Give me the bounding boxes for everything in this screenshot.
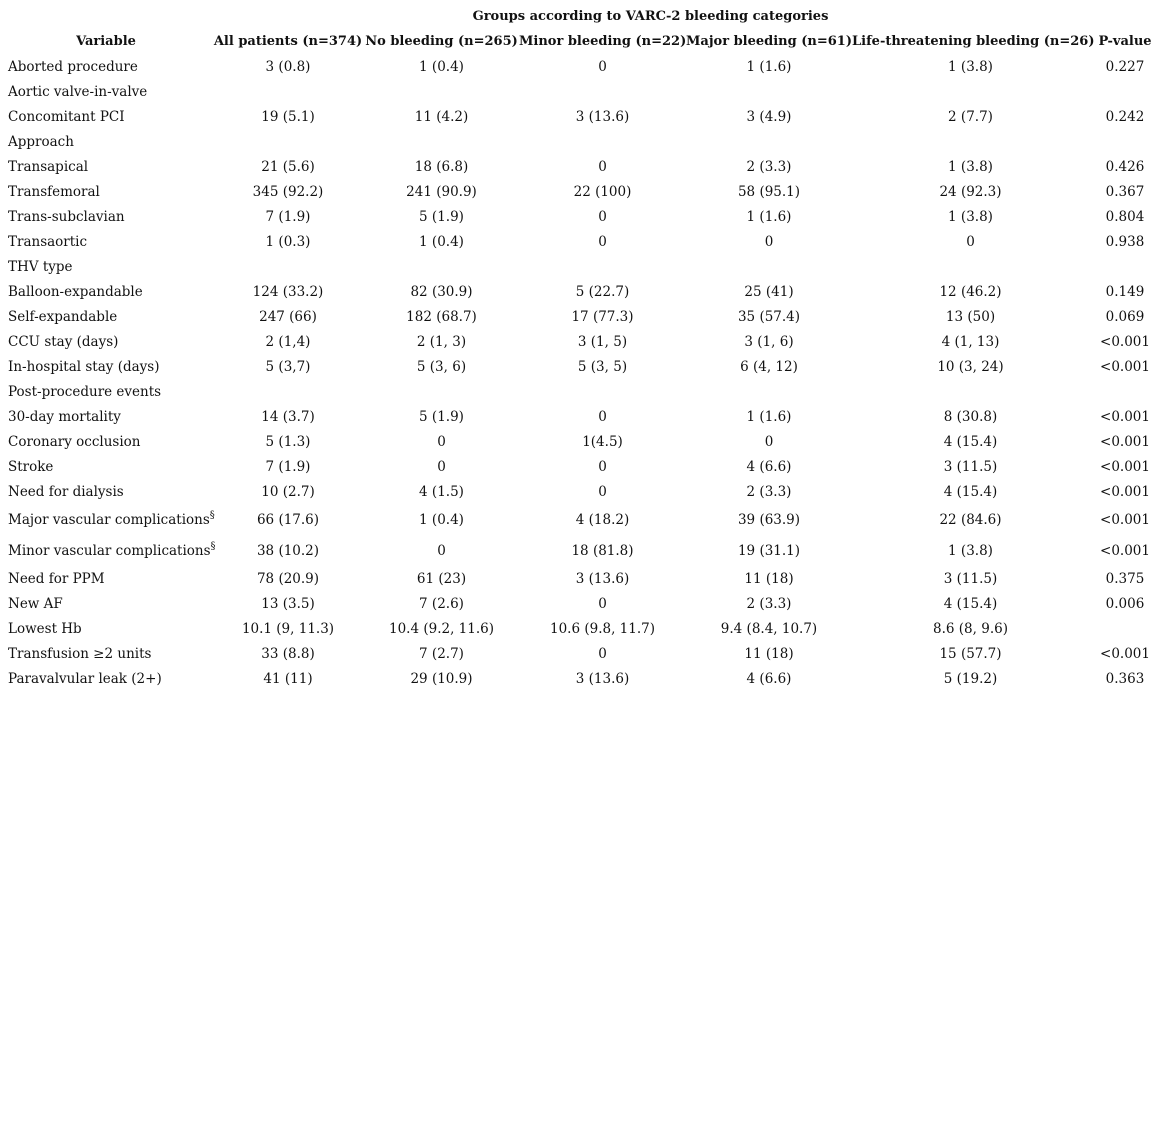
- data-cell: 5 (1.9): [419, 208, 464, 225]
- table-row: [0, 641, 1161, 666]
- table-row: [0, 254, 1161, 279]
- row-label: Need for PPM: [8, 570, 105, 587]
- data-cell: 22 (100): [573, 183, 632, 200]
- data-cell: 3 (11.5): [943, 570, 998, 587]
- data-cell: 0.242: [1105, 108, 1145, 125]
- data-cell: 0: [764, 233, 774, 250]
- data-cell: <0.001: [1100, 358, 1150, 375]
- data-cell: 5 (22.7): [575, 283, 630, 300]
- data-cell: 0: [598, 58, 607, 75]
- data-cell: 4 (15.4): [943, 483, 998, 500]
- row-label-cell: [0, 404, 212, 429]
- data-cell: 6 (4, 12): [740, 358, 798, 375]
- data-cell: [364, 79, 519, 104]
- group-header-row: [0, 4, 1161, 29]
- column-header-all-patients: All patients (n=374): [213, 34, 363, 49]
- data-cell: 1 (0.3): [265, 233, 311, 250]
- data-cell: 58 (95.1): [737, 183, 801, 200]
- row-label: Lowest Hb: [8, 620, 82, 637]
- table-row: [0, 454, 1161, 479]
- table-row: [0, 666, 1161, 691]
- column-header-p-value: P-value: [1098, 34, 1152, 49]
- data-cell: 124 (33.2): [252, 283, 324, 300]
- table-row: [0, 429, 1161, 454]
- data-cell: 10.4 (9.2, 11.6): [389, 620, 494, 637]
- data-cell: <0.001: [1100, 483, 1150, 500]
- data-cell: 3 (4.9): [746, 108, 792, 125]
- data-cell: 182 (68.7): [406, 308, 477, 325]
- data-cell: 5 (3,7): [265, 358, 311, 375]
- row-label: Concomitant PCI: [8, 108, 125, 125]
- row-label-cell: [0, 504, 215, 535]
- data-cell: 78 (20.9): [256, 570, 320, 587]
- data-cell: 247 (66): [259, 308, 317, 325]
- table-row: [0, 154, 1161, 179]
- row-label-cell: [0, 129, 212, 154]
- row-label: Coronary occlusion: [8, 433, 141, 450]
- group-header-spacer-right: [1089, 4, 1161, 29]
- data-cell: 24 (92.3): [939, 183, 1002, 200]
- data-cell: 18 (81.8): [571, 542, 634, 559]
- data-cell: 345 (92.2): [252, 183, 324, 200]
- data-cell: 1 (3.8): [948, 158, 993, 175]
- data-cell: 19 (31.1): [737, 542, 801, 559]
- data-cell: 66 (17.6): [256, 511, 320, 528]
- row-label: Paravalvular leak (2+): [8, 670, 162, 687]
- data-cell: 1 (1.6): [746, 208, 792, 225]
- data-cell: 0: [598, 458, 607, 475]
- row-label: Transaortic: [8, 233, 88, 250]
- table-row: [0, 504, 1161, 535]
- footnote-marker: §: [209, 509, 215, 521]
- row-label-cell: [0, 79, 212, 104]
- data-cell: 0: [437, 433, 446, 450]
- row-label-cell: [0, 535, 216, 566]
- data-cell: 0: [598, 408, 607, 425]
- data-cell: <0.001: [1100, 408, 1150, 425]
- data-cell: 7 (1.9): [265, 458, 311, 475]
- data-cell: 3 (13.6): [575, 570, 630, 587]
- data-cell: 5 (1.3): [265, 433, 311, 450]
- data-cell: [686, 254, 852, 279]
- data-cell: 0: [598, 483, 607, 500]
- data-cell: 4 (15.4): [943, 433, 998, 450]
- column-header-variable: Variable: [76, 34, 136, 49]
- data-cell: 19 (5.1): [261, 108, 315, 125]
- data-cell: 4 (6.6): [746, 458, 792, 475]
- data-cell: 0.363: [1105, 670, 1145, 687]
- table-row: [0, 591, 1161, 616]
- data-cell: 25 (41): [744, 283, 794, 300]
- table-row: [0, 329, 1161, 354]
- data-cell: 2 (1, 3): [416, 333, 467, 350]
- table-row: [0, 379, 1161, 404]
- data-cell: 3 (1, 5): [577, 333, 628, 350]
- data-cell: 8 (30.8): [943, 408, 998, 425]
- data-cell: 29 (10.9): [410, 670, 473, 687]
- data-cell: 5 (1.9): [419, 408, 464, 425]
- row-label: New AF: [8, 595, 63, 612]
- row-label: Need for dialysis: [8, 483, 124, 500]
- data-cell: 4 (1.5): [419, 483, 464, 500]
- column-header-life-threatening-bleeding: Life-threatening bleeding (n=26): [852, 34, 1095, 49]
- data-cell: 7 (2.7): [419, 645, 464, 662]
- data-cell: 21 (5.6): [261, 158, 315, 175]
- data-cell: [1089, 379, 1161, 404]
- data-cell: 7 (1.9): [265, 208, 311, 225]
- row-label-cell: [0, 54, 212, 79]
- row-label-cell: [0, 179, 212, 204]
- data-cell: 0.227: [1105, 58, 1145, 75]
- data-cell: [1089, 129, 1161, 154]
- data-cell: 1 (3.8): [948, 208, 993, 225]
- data-cell: 10.6 (9.8, 11.7): [550, 620, 655, 637]
- data-cell: 0: [598, 595, 607, 612]
- table-row: [0, 304, 1161, 329]
- column-header-major-bleeding: Major bleeding (n=61): [686, 34, 852, 49]
- row-label: Self-expandable: [8, 308, 118, 325]
- data-cell: 2 (1,4): [265, 333, 311, 350]
- data-cell: 17 (77.3): [571, 308, 634, 325]
- data-cell: 10 (2.7): [261, 483, 315, 500]
- row-label: THV type: [8, 258, 73, 275]
- data-cell: 4 (15.4): [943, 595, 998, 612]
- data-cell: 2 (3.3): [746, 595, 792, 612]
- data-cell: 1 (0.4): [419, 58, 464, 75]
- data-cell: [364, 379, 519, 404]
- data-cell: <0.001: [1100, 333, 1150, 350]
- row-label: In-hospital stay (days): [8, 358, 160, 375]
- bleeding-outcomes-table: [0, 4, 1161, 691]
- row-label-cell: [0, 354, 212, 379]
- data-cell: 4 (1, 13): [941, 333, 1000, 350]
- data-cell: 0: [437, 458, 446, 475]
- footnote-marker: §: [210, 540, 216, 552]
- data-cell: 0.375: [1105, 570, 1145, 587]
- data-cell: 1 (1.6): [746, 58, 792, 75]
- data-cell: 41 (11): [263, 670, 313, 687]
- data-cell: 2 (7.7): [948, 108, 993, 125]
- data-cell: 10 (3, 24): [937, 358, 1004, 375]
- row-label-cell: [0, 304, 212, 329]
- data-cell: <0.001: [1100, 458, 1150, 475]
- data-cell: 0: [598, 158, 607, 175]
- row-label-cell: [0, 229, 212, 254]
- data-cell: <0.001: [1100, 645, 1150, 662]
- data-cell: 3 (13.6): [575, 108, 630, 125]
- data-cell: 3 (13.6): [575, 670, 630, 687]
- column-header-no-bleeding: No bleeding (n=265): [365, 34, 518, 49]
- data-cell: 5 (19.2): [943, 670, 998, 687]
- table-row: [0, 54, 1161, 79]
- table-row: [0, 79, 1161, 104]
- table-row: [0, 179, 1161, 204]
- results-table-container: [0, 4, 1161, 691]
- table-row: [0, 479, 1161, 504]
- data-cell: 3 (0.8): [265, 58, 311, 75]
- data-cell: 0.804: [1105, 208, 1145, 225]
- data-cell: [852, 379, 1089, 404]
- data-cell: 1 (3.8): [948, 542, 993, 559]
- row-label-cell: [0, 154, 212, 179]
- row-label: Major vascular complications: [8, 511, 210, 528]
- data-cell: <0.001: [1100, 511, 1150, 528]
- row-label-cell: [0, 641, 212, 666]
- data-cell: 39 (63.9): [737, 511, 801, 528]
- group-header: Groups according to VARC-2 bleeding categories: [472, 9, 829, 24]
- row-label-cell: [0, 479, 212, 504]
- row-label: Aborted procedure: [8, 58, 138, 75]
- data-cell: 0.426: [1105, 158, 1145, 175]
- table-body: [0, 54, 1161, 691]
- data-cell: 2 (3.3): [746, 483, 792, 500]
- data-cell: [1089, 616, 1161, 641]
- table-row: [0, 566, 1161, 591]
- data-cell: [686, 129, 852, 154]
- data-cell: 7 (2.6): [419, 595, 464, 612]
- data-cell: 1 (3.8): [948, 58, 993, 75]
- row-label-cell: [0, 379, 212, 404]
- data-cell: 13 (3.5): [261, 595, 315, 612]
- table-row: [0, 229, 1161, 254]
- data-cell: 82 (30.9): [410, 283, 473, 300]
- row-label: CCU stay (days): [8, 333, 119, 350]
- data-cell: 0: [598, 208, 607, 225]
- row-label-cell: [0, 104, 212, 129]
- data-cell: [519, 129, 686, 154]
- data-cell: 1 (0.4): [419, 233, 464, 250]
- data-cell: 3 (1, 6): [744, 333, 794, 350]
- data-cell: 14 (3.7): [261, 408, 315, 425]
- data-cell: 3 (11.5): [943, 458, 998, 475]
- data-cell: [519, 254, 686, 279]
- data-cell: [212, 79, 364, 104]
- row-label: Approach: [8, 133, 74, 150]
- data-cell: 15 (57.7): [939, 645, 1002, 662]
- data-cell: [519, 79, 686, 104]
- table-row: [0, 354, 1161, 379]
- data-cell: 9.4 (8.4, 10.7): [720, 620, 818, 637]
- data-cell: [212, 254, 364, 279]
- row-label-cell: [0, 454, 212, 479]
- column-header-row: [0, 29, 1161, 54]
- group-header-spacer: [0, 4, 212, 29]
- row-label-cell: [0, 616, 212, 641]
- row-label: Stroke: [8, 458, 54, 475]
- data-cell: [686, 79, 852, 104]
- data-cell: 11 (4.2): [414, 108, 469, 125]
- data-cell: 5 (3, 5): [577, 358, 628, 375]
- row-label-cell: [0, 329, 212, 354]
- row-label-cell: [0, 279, 212, 304]
- data-cell: 241 (90.9): [406, 183, 477, 200]
- row-label: Minor vascular complications: [8, 542, 211, 559]
- data-cell: 1(4.5): [582, 433, 623, 450]
- row-label: 30-day mortality: [8, 408, 121, 425]
- table-row: [0, 535, 1161, 566]
- data-cell: 18 (6.8): [414, 158, 469, 175]
- data-cell: 0: [437, 542, 446, 559]
- data-cell: 35 (57.4): [737, 308, 801, 325]
- data-cell: 61 (23): [416, 570, 467, 587]
- data-cell: 10.1 (9, 11.3): [241, 620, 335, 637]
- data-cell: 11 (18): [744, 645, 794, 662]
- data-cell: 33 (8.8): [261, 645, 315, 662]
- row-label: Trans-subclavian: [8, 208, 125, 225]
- data-cell: 0.367: [1105, 183, 1145, 200]
- data-cell: 0: [598, 233, 607, 250]
- data-cell: 12 (46.2): [939, 283, 1002, 300]
- data-cell: 4 (6.6): [746, 670, 792, 687]
- row-label-cell: [0, 254, 212, 279]
- table-row: [0, 204, 1161, 229]
- data-cell: 0.069: [1105, 308, 1145, 325]
- row-label: Balloon-expandable: [8, 283, 143, 300]
- data-cell: [852, 129, 1089, 154]
- data-cell: [686, 379, 852, 404]
- data-cell: 0: [598, 645, 607, 662]
- column-header-minor-bleeding: Minor bleeding (n=22): [519, 34, 687, 49]
- data-cell: [519, 379, 686, 404]
- data-cell: 1 (1.6): [746, 408, 792, 425]
- data-cell: [852, 254, 1089, 279]
- table-row: [0, 279, 1161, 304]
- data-cell: 0.938: [1105, 233, 1145, 250]
- data-cell: 0.149: [1105, 283, 1145, 300]
- data-cell: 11 (18): [744, 570, 794, 587]
- row-label: Transfusion ≥2 units: [8, 645, 152, 662]
- row-label-cell: [0, 204, 212, 229]
- data-cell: <0.001: [1100, 542, 1150, 559]
- row-label-cell: [0, 566, 212, 591]
- data-cell: 13 (50): [945, 308, 996, 325]
- data-cell: 4 (18.2): [575, 511, 630, 528]
- data-cell: 1 (0.4): [419, 511, 464, 528]
- row-label-cell: [0, 666, 212, 691]
- row-label-cell: [0, 591, 212, 616]
- data-cell: [364, 129, 519, 154]
- data-cell: 5 (3, 6): [416, 358, 467, 375]
- data-cell: 0: [764, 433, 774, 450]
- data-cell: 38 (10.2): [256, 542, 320, 559]
- data-cell: [212, 129, 364, 154]
- row-label: Aortic valve-in-valve: [8, 83, 148, 100]
- row-label: Transapical: [8, 158, 89, 175]
- data-cell: 0: [966, 233, 975, 250]
- data-cell: [364, 254, 519, 279]
- data-cell: 8.6 (8, 9.6): [933, 620, 1008, 637]
- row-label-cell: [0, 429, 212, 454]
- table-row: [0, 129, 1161, 154]
- data-cell: [1089, 254, 1161, 279]
- table-row: [0, 104, 1161, 129]
- data-cell: [212, 379, 364, 404]
- row-label: Post-procedure events: [8, 383, 162, 400]
- data-cell: 22 (84.6): [939, 511, 1002, 528]
- data-cell: 2 (3.3): [746, 158, 792, 175]
- row-label: Transfemoral: [8, 183, 100, 200]
- data-cell: <0.001: [1100, 433, 1150, 450]
- data-cell: 0.006: [1105, 595, 1145, 612]
- table-row: [0, 404, 1161, 429]
- data-cell: [1089, 79, 1161, 104]
- data-cell: [852, 79, 1089, 104]
- table-header: [0, 4, 1161, 54]
- table-row: [0, 616, 1161, 641]
